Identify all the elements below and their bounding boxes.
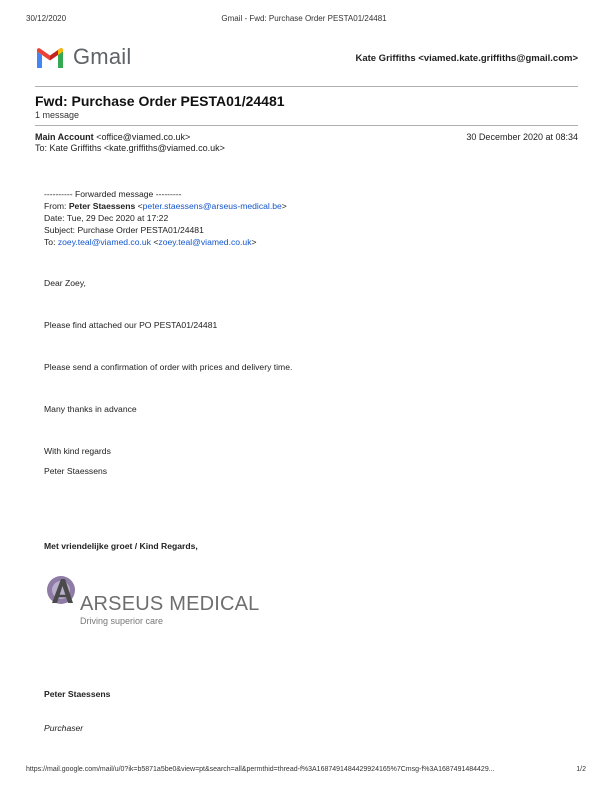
page-number: 1/2 — [576, 766, 586, 773]
forward-recipient-link[interactable]: zoey.teal@viamed.co.uk — [57, 237, 151, 247]
forward-to: To: zoey.teal@viamed.co.uk <zoey.teal@viamed.co.uk> — [44, 237, 257, 247]
thread-subject: Fwd: Purchase Order PESTA01/24481 — [35, 93, 285, 109]
forward-subject: Subject: Purchase Order PESTA01/24481 — [44, 225, 204, 235]
print-url: https://mail.google.com/mail/u/0?ik=b5871a5be0&view=pt&search=all&permthid=thread-f%3A1687491484429924165%7Cmsg-f%3A1687491484429... — [26, 766, 495, 773]
forward-sender-email-link[interactable]: peter.staessens@arseus-medical.be — [142, 201, 282, 211]
forward-from-label: From: — [44, 201, 69, 211]
sender-email: <office@viamed.co.uk> — [96, 132, 191, 142]
body-paragraph: Many thanks in advance — [44, 404, 137, 414]
logo-brand-text: ARSEUS MEDICAL — [80, 593, 260, 615]
print-date: 30/12/2020 — [26, 14, 67, 23]
gmail-m-icon — [35, 46, 65, 68]
gmail-wordmark: Gmail — [73, 44, 132, 69]
arseus-emblem-icon — [46, 573, 78, 607]
divider — [35, 86, 578, 87]
forward-from: From: Peter Staessens <peter.staessens@arseus-medical.be> — [44, 201, 287, 211]
greeting: Dear Zoey, — [44, 278, 86, 288]
signature-title: Purchaser — [44, 723, 84, 733]
message-count: 1 message — [35, 110, 80, 120]
body-paragraph: Please find attached our PO PESTA01/24481 — [44, 320, 218, 330]
forward-sender-name: Peter Staessens — [68, 201, 136, 211]
body-paragraph: Please send a confirmation of order with prices and delivery time. — [44, 362, 293, 372]
signature-name: Peter Staessens — [44, 689, 111, 699]
account-label: Kate Griffiths <viamed.kate.griffiths@gmail.com> — [355, 53, 578, 64]
logo-tagline: Driving superior care — [80, 616, 164, 626]
print-title: Gmail - Fwd: Purchase Order PESTA01/24481 — [221, 14, 387, 23]
forward-date: Date: Tue, 29 Dec 2020 at 17:22 — [44, 213, 169, 223]
forward-recipient-email-link[interactable]: zoey.teal@viamed.co.uk — [158, 237, 252, 247]
gmail-logo[interactable] — [35, 44, 131, 70]
signature-signoff: Met vriendelijke groet / Kind Regards, — [44, 541, 198, 551]
message-from — [35, 132, 190, 142]
message-to: To: Kate Griffiths <kate.griffiths@viamed.co.uk> — [35, 143, 225, 153]
forward-to-label: To: — [44, 237, 58, 247]
message-date: 30 December 2020 at 08:34 — [466, 132, 578, 142]
forward-separator: ---------- Forwarded message --------- — [44, 189, 182, 199]
body-paragraph: With kind regards — [44, 446, 111, 456]
sender-name: Main Account — [35, 132, 94, 142]
forwarded-header — [44, 188, 287, 248]
divider — [35, 125, 578, 126]
body-paragraph: Peter Staessens — [44, 466, 108, 476]
arseus-medical-logo — [46, 573, 266, 633]
